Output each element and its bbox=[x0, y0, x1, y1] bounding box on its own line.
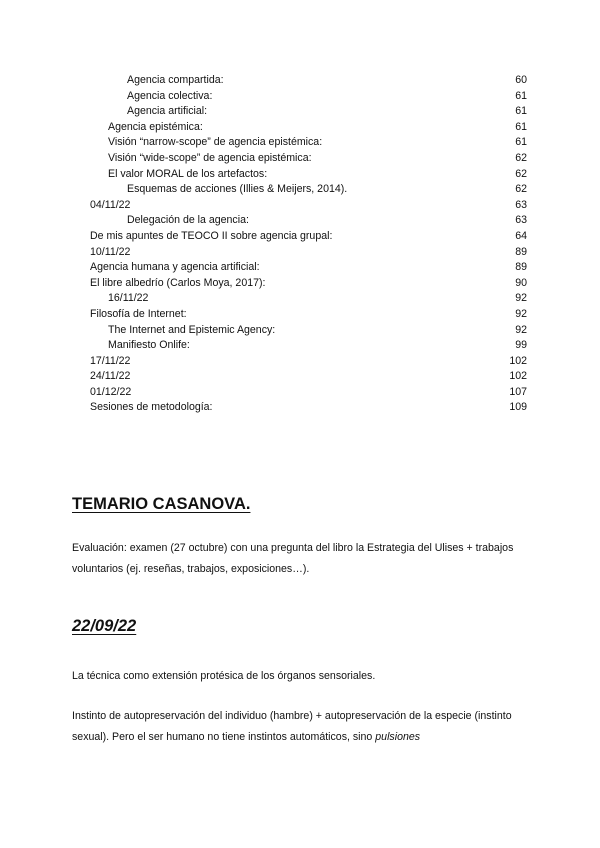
toc-entry[interactable] bbox=[0, 135, 600, 151]
toc-entry[interactable] bbox=[0, 385, 600, 401]
toc-entry-label: Manifiesto Onlife: bbox=[108, 339, 190, 352]
toc-entry-label: Agencia humana y agencia artificial: bbox=[90, 261, 260, 274]
toc-entry-page-number: 89 bbox=[515, 245, 527, 258]
toc-entry-label: The Internet and Epistemic Agency: bbox=[108, 323, 276, 336]
toc-entry-page-number: 61 bbox=[515, 120, 527, 133]
toc-entry-page-number: 109 bbox=[509, 401, 527, 414]
toc-entry[interactable] bbox=[0, 120, 600, 136]
toc-entry-page-number: 92 bbox=[515, 323, 527, 336]
instinct-paragraph bbox=[72, 706, 542, 748]
toc-entry-page-number: 92 bbox=[515, 292, 527, 305]
toc-entry-label: Agencia artificial: bbox=[127, 105, 208, 118]
toc-entry-label: Agencia compartida: bbox=[127, 74, 224, 86]
toc-entry-label: Visión “wide-scope” de agencia epistémica: bbox=[108, 151, 312, 164]
toc-entry[interactable] bbox=[0, 73, 600, 89]
toc-entry[interactable] bbox=[0, 229, 600, 245]
toc-entry[interactable] bbox=[0, 151, 600, 167]
toc-entry-label: Esquemas de acciones (Illies & Meijers, 2014). bbox=[127, 183, 348, 196]
toc-entry-label: Sesiones de metodología: bbox=[90, 401, 213, 414]
toc-entry-page-number: 102 bbox=[509, 370, 527, 383]
toc-entry-label: Filosofía de Internet: bbox=[90, 307, 187, 320]
toc-entry-label: Delegación de la agencia: bbox=[127, 214, 249, 227]
toc-entry-label: 01/12/22 bbox=[90, 385, 132, 398]
toc-entry-page-number: 62 bbox=[515, 183, 527, 196]
instinct-italic-word: pulsiones bbox=[375, 731, 421, 743]
toc-entry-page-number: 62 bbox=[515, 167, 527, 180]
evaluation-paragraph: Evaluación: examen (27 octubre) con una pregunta del libro la Estrategia del Ulises + trabajos voluntarios (ej. reseñas, trabajos, exposiciones…). bbox=[72, 542, 514, 575]
toc-entry[interactable] bbox=[0, 104, 600, 120]
toc-entry-label: Agencia epistémica: bbox=[108, 120, 203, 133]
toc-entry-label: 17/11/22 bbox=[90, 354, 131, 367]
toc-entry-page-number: 90 bbox=[515, 276, 527, 289]
toc-entry-page-number: 64 bbox=[515, 229, 527, 242]
toc-entry[interactable] bbox=[0, 400, 600, 416]
date-heading: 22/09/22 bbox=[72, 617, 137, 635]
toc-entry-page-number: 107 bbox=[509, 385, 527, 398]
toc-entry[interactable] bbox=[0, 260, 600, 276]
table-of-contents bbox=[0, 73, 600, 416]
toc-entry[interactable] bbox=[0, 89, 600, 105]
toc-entry-page-number: 99 bbox=[515, 339, 527, 352]
toc-entry-page-number: 92 bbox=[515, 307, 527, 320]
section-heading-temario: TEMARIO CASANOVA. bbox=[72, 495, 251, 513]
toc-entry-page-number: 60 bbox=[515, 74, 527, 86]
toc-entry[interactable] bbox=[0, 354, 600, 370]
toc-entry[interactable] bbox=[0, 307, 600, 323]
toc-entry-label: 04/11/22 bbox=[90, 198, 131, 211]
toc-entry-page-number: 61 bbox=[515, 136, 527, 149]
toc-entry-label: Agencia colectiva: bbox=[127, 89, 213, 102]
toc-entry-label: 16/11/22 bbox=[108, 292, 149, 305]
toc-entry[interactable] bbox=[0, 167, 600, 183]
toc-entry-page-number: 61 bbox=[515, 105, 527, 118]
toc-entry-page-number: 63 bbox=[515, 198, 527, 211]
toc-entry[interactable] bbox=[0, 245, 600, 261]
toc-entry[interactable] bbox=[0, 182, 600, 198]
toc-entry[interactable] bbox=[0, 323, 600, 339]
instinct-text: Instinto de autopreservación del individuo (hambre) + autopreservación de la especie (instinto sexual). Pero el ser humano no tiene instintos automáticos, sino bbox=[72, 710, 512, 743]
toc-entry-page-number: 102 bbox=[509, 354, 527, 367]
toc-entry[interactable] bbox=[0, 276, 600, 292]
toc-entry-label: El valor MORAL de los artefactos: bbox=[108, 167, 268, 180]
toc-entry-label: El libre albedrío (Carlos Moya, 2017): bbox=[90, 276, 266, 289]
toc-entry-page-number: 61 bbox=[515, 89, 527, 102]
toc-entry[interactable] bbox=[0, 198, 600, 214]
toc-entry[interactable] bbox=[0, 213, 600, 229]
toc-entry-label: De mis apuntes de TEOCO II sobre agencia grupal: bbox=[90, 229, 333, 242]
toc-entry[interactable] bbox=[0, 291, 600, 307]
technique-paragraph: La técnica como extensión protésica de los órganos sensoriales. bbox=[72, 670, 376, 682]
toc-entry-page-number: 89 bbox=[515, 261, 527, 274]
toc-entry-page-number: 62 bbox=[515, 151, 527, 164]
toc-entry-label: 10/11/22 bbox=[90, 245, 131, 258]
toc-entry[interactable] bbox=[0, 369, 600, 385]
toc-entry-label: Visión “narrow-scope” de agencia epistémica: bbox=[108, 136, 323, 149]
toc-entry-label: 24/11/22 bbox=[90, 370, 131, 383]
toc-entry[interactable] bbox=[0, 338, 600, 354]
toc-entry-page-number: 63 bbox=[515, 214, 527, 227]
